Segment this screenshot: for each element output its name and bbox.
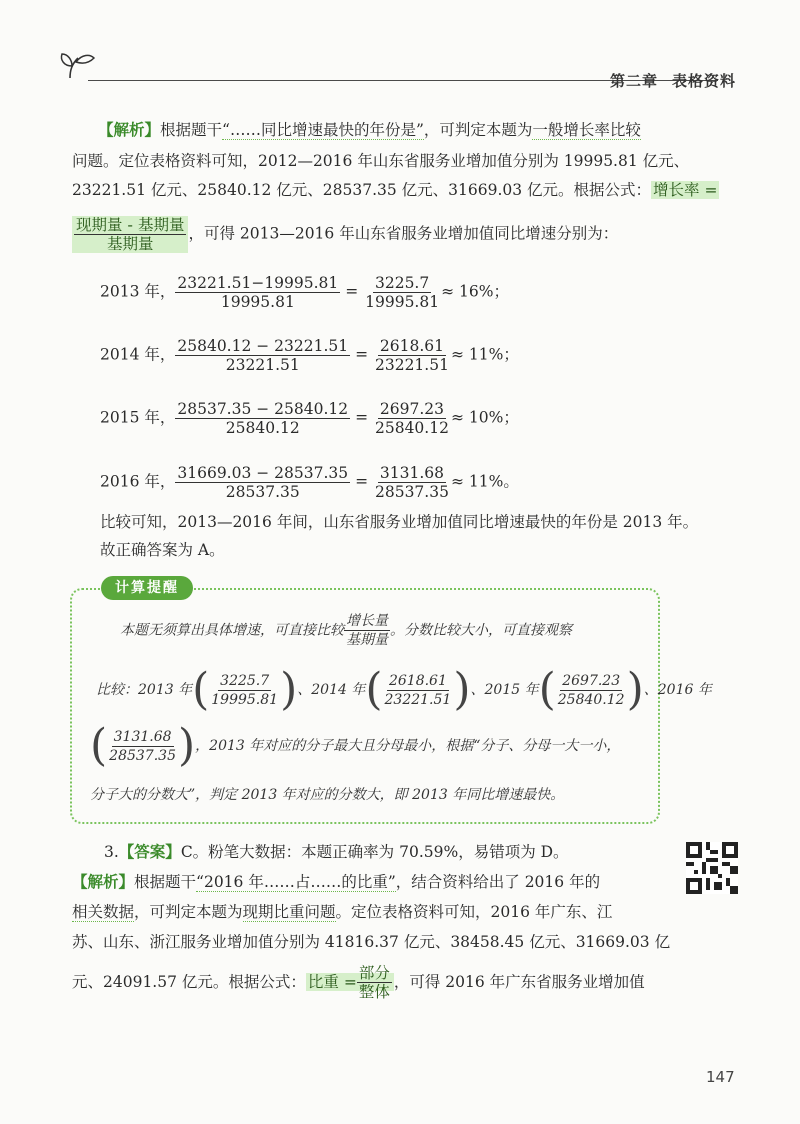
analysis1-line4: 现期量 - 基期量 基期量 ，可得 2013—2016 年山东省服务业增加值同比增速分别为： <box>72 216 618 253</box>
analysis-label: 【解析】 <box>98 120 161 139</box>
growth-formula-fraction: 现期量 - 基期量 基期量 <box>72 216 188 253</box>
calc-row-2016: 2016 年， $\frac{31669.03 - 28537.35}{28537.35}$ = $\frac{3131.68}{28537.35}$ ≈ 11%。 <box>100 464 519 501</box>
growth-rate-formula: 增长率 = <box>653 181 718 199</box>
q3-answer-line: 3.【答案】C。粉笔大数据：本题正确率为 70.59%，易错项为 D。 <box>104 842 569 861</box>
conclusion-text: 比较可知，2013—2016 年间，山东省服务业增加值同比增速最快的年份是 2013 年。 <box>100 513 699 531</box>
analysis1-line3: 23221.51 亿元、25840.12 亿元、28537.35 亿元、31669.03 亿元。根据公式： 增长率 = <box>72 181 718 199</box>
tip-line2: 比较：2013 年 ( 3225.7 19995.81 ) 、2014 年 ( 2618.61 23221.51 ) 、2015 年 ( 2697.23 25840.12 ) 、2016 年 <box>96 664 712 715</box>
calc-tip-title: 计算提醒 <box>101 576 193 600</box>
analysis1-line1: 【解析】根据题干“……同比增速最快的年份是”，可判定本题为一般增长率比较 <box>98 120 641 139</box>
analysis2-line2: 相关数据，可判定本题为现期比重问题。定位表格资料可知，2016 年广东、江 <box>72 903 613 921</box>
calc-row-2015: 2015 年， $\frac{28537.35 - 25840.12}{25840.12}$ = $\frac{2697.23}{25840.12}$ ≈ 10%； <box>100 400 519 437</box>
question-type: 一般增长率比较 <box>532 121 641 139</box>
answer-label: 【答案】 <box>118 842 181 861</box>
question-type-2: 现期比重问题 <box>242 903 336 921</box>
page-number: 147 <box>706 1068 735 1086</box>
qr-code-icon[interactable] <box>686 842 738 894</box>
sprout-logo-icon <box>56 44 102 84</box>
chapter-heading <box>610 70 736 91</box>
analysis2-line4: 元、24091.57 亿元。根据公式： 比重 = 部分 整体 ，可得 2016 年广东省服务业增加值 <box>72 964 645 1001</box>
calc-row-2014: 2014 年， $\frac{25840.12 - 23221.51}{23221.51}$ = $\frac{2618.61}{23221.51}$ ≈ 11%； <box>100 337 519 374</box>
quoted-stem-2: “2016 年……占……的比重” <box>196 873 396 891</box>
tip-line1: 本题无须算出具体增速，可直接比较 增长量 基期量 。分数比较大小，可直接观察 <box>120 613 572 648</box>
proportion-formula: 比重 = 部分 整体 <box>306 973 394 991</box>
tip-line3: ( 3131.68 28537.35 ) ，2013 年对应的分子最大且分母最小，根据“分子、分母一大一小， <box>90 720 621 771</box>
chapter-title: 表格资料 <box>672 72 737 90</box>
chapter-number: 第二章 <box>610 72 659 90</box>
calc-row-2013: 2013 年， $\frac{23221.51-19995.81}{19995.81}$ = $\frac{3225.7}{19995.81}$ ≈ 16%； <box>100 274 509 311</box>
answer-line: 故正确答案为 A。 <box>100 541 225 559</box>
analysis2-line3: 苏、山东、浙江服务业增加值分别为 41816.37 亿元、38458.45 亿元、31669.03 亿 <box>72 933 671 951</box>
analysis2-line1: 【解析】根据题干“2016 年……占……的比重”，结合资料给出了 2016 年的 <box>72 872 601 891</box>
analysis1-line2: 问题。定位表格资料可知，2012—2016 年山东省服务业增加值分别为 19995.81 亿元、 <box>72 152 690 170</box>
quoted-stem: “……同比增速最快的年份是” <box>222 121 424 139</box>
tip-line4: 分子大的分数大”，判定 2013 年对应的分数大，即 2013 年同比增速最快。 <box>90 787 565 803</box>
